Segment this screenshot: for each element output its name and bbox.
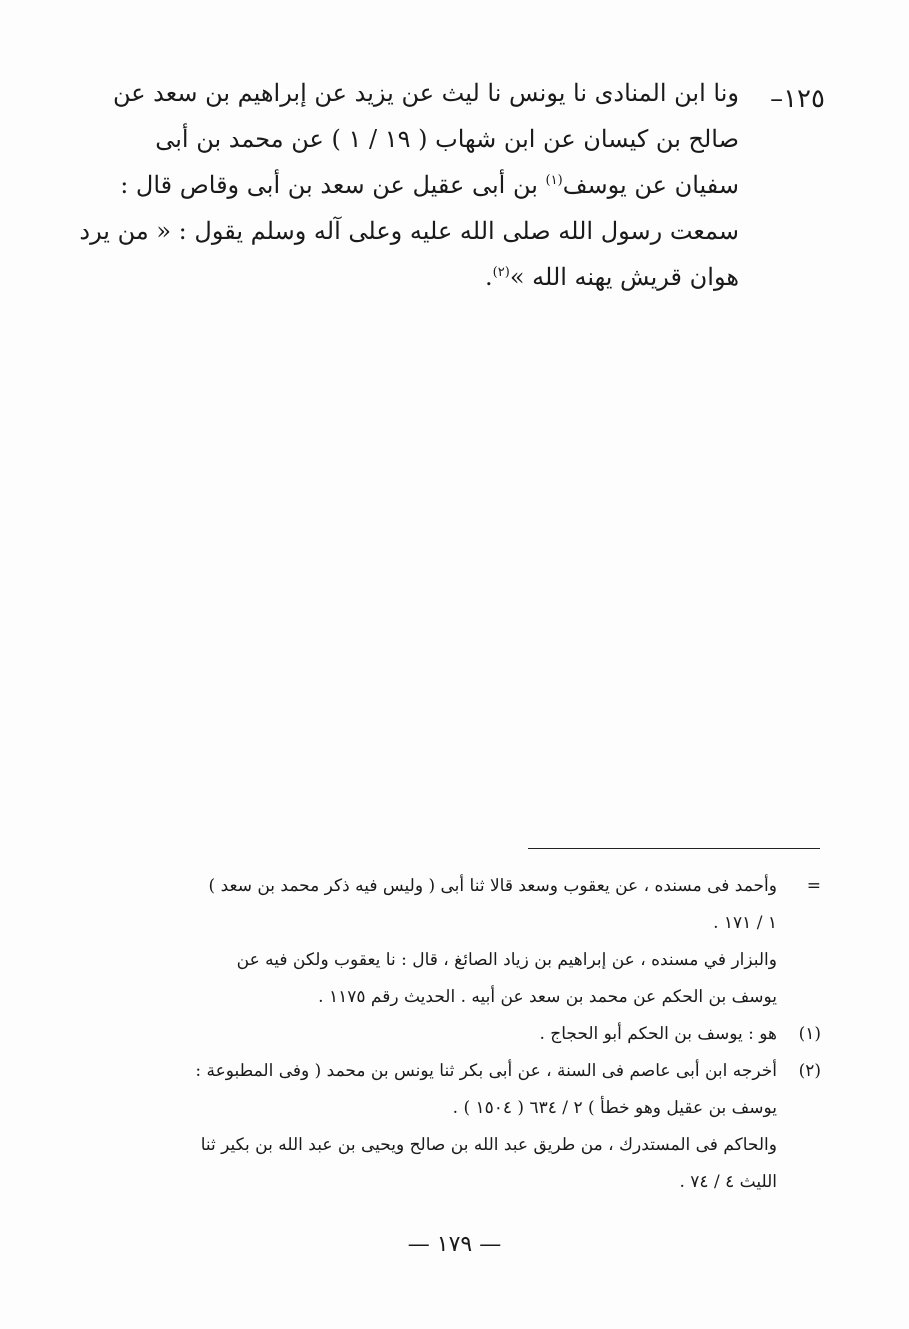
footnote-line: أخرجه ابن أبى عاصم فى السنة ، عن أبى بكر ثنا يونس بن محمد ( وفى المطبوعة : <box>195 1061 777 1081</box>
footnote-marker: (١) <box>798 1024 821 1044</box>
footnote-line: وأحمد فى مسنده ، عن يعقوب وسعد قالا ثنا أبى ( وليس فيه ذكر محمد بن سعد ) <box>208 876 777 896</box>
footnote-line: يوسف بن الحكم عن محمد بن سعد عن أبيه . الحديث رقم ١١٧٥ . <box>318 987 777 1007</box>
footnote-line: والحاكم فى المستدرك ، من طريق عبد الله بن صالح ويحيى بن عبد الله بن بكير ثنا <box>200 1135 777 1155</box>
footnote-text <box>121 1053 777 1201</box>
footnote-marker: (٢) <box>798 1061 821 1081</box>
footnote-text <box>121 1016 777 1053</box>
hadith-line-segment: بن أبى عقيل عن سعد بن أبى وقاص قال : <box>120 171 538 199</box>
hadith-text <box>79 70 739 300</box>
footnote-line: يوسف بن عقيل وهو خطأ ) ٢ / ٦٣٤ ( ١٥٠٤ ) . <box>452 1098 777 1118</box>
hadith-line-segment: هوان قريش يهنه الله » <box>509 263 739 291</box>
footnote-line: هو : يوسف بن الحكم أبو الحجاج . <box>539 1024 777 1044</box>
footnote-2 <box>121 1053 821 1201</box>
page-number: — ١٧٩ — <box>407 1232 502 1257</box>
footnote-line: ١ / ١٧١ . <box>713 913 777 933</box>
footnote-continuation <box>121 868 821 1016</box>
footnote-line: والبزار في مسنده ، عن إبراهيم بن زياد الصائغ ، قال : نا يعقوب ولكن فيه عن <box>236 950 777 970</box>
footnote-text <box>121 868 777 1016</box>
hadith-line <box>139 254 739 300</box>
hadith-number: ١٢٥– <box>770 84 825 114</box>
footnote-line: الليث ٤ / ٧٤ . <box>679 1172 777 1192</box>
hadith-line: سمعت رسول الله صلى الله عليه وعلى آله وسلم يقول : « من يرد <box>79 217 739 245</box>
hadith-line-segment: سفيان عن يوسف <box>562 171 739 199</box>
footnote-separator <box>528 848 820 849</box>
footnote-1 <box>121 1016 821 1053</box>
hadith-line <box>120 162 739 208</box>
hadith-line: ونا ابن المنادى نا يونس نا ليث عن يزيد عن إبراهيم بن سعد عن <box>112 79 739 107</box>
hadith-line-end: . <box>485 263 493 291</box>
footnote-reference: (١) <box>545 173 563 188</box>
footnote-reference: (٢) <box>492 265 510 280</box>
hadith-line: صالح بن كيسان عن ابن شهاب ( ١٩ / ١ ) عن محمد بن أبى <box>155 125 739 153</box>
footnote-marker: = <box>806 876 821 896</box>
footnotes <box>121 868 821 1201</box>
